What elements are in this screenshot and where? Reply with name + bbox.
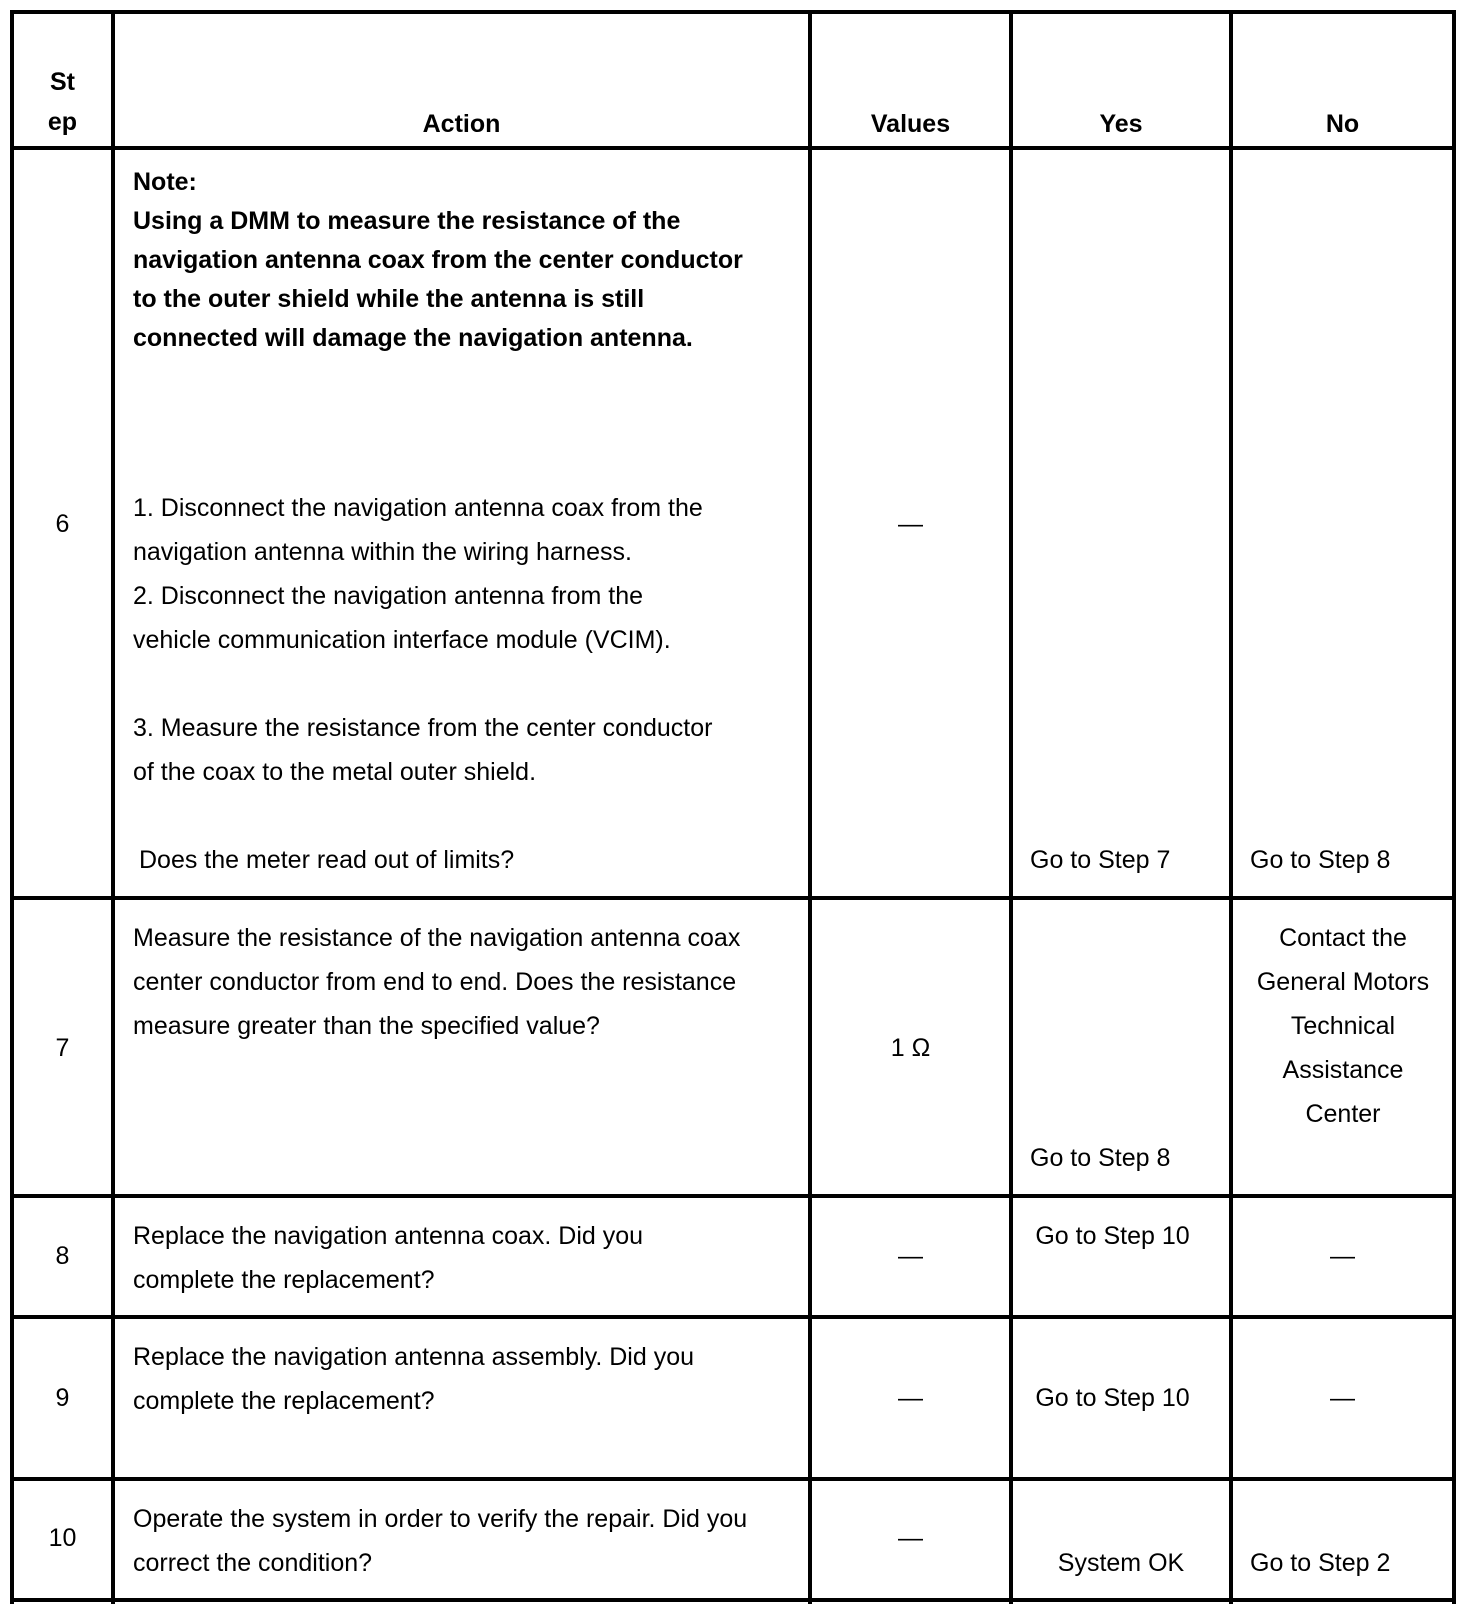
value-cell: — [898, 1524, 923, 1552]
step-number: 8 [55, 1242, 70, 1270]
action-text: Measure the resistance of the navigation antenna coax center conductor from end to end. Does the resistance measure greater than the specified value? [133, 924, 741, 1040]
no-cell: — [1330, 1242, 1355, 1270]
yes-cell: Go to Step 10 [1035, 1222, 1190, 1250]
value-cell: — [898, 1242, 923, 1270]
action-question: Does the meter read out of limits? [139, 846, 515, 874]
action-step-2: 2. Disconnect the navigation antenna from the vehicle communication interface module (VCIM). [133, 582, 671, 654]
action-text: Replace the navigation antenna assembly. Did you complete the replacement? [133, 1343, 694, 1415]
action-step-3: 3. Measure the resistance from the center conductor of the coax to the metal outer shield. [133, 714, 713, 786]
step-number: 7 [55, 1034, 70, 1062]
header-no: No [1325, 110, 1360, 138]
header-step: St ep [47, 68, 78, 136]
header-yes: Yes [1099, 110, 1143, 138]
action-text: Operate the system in order to verify the repair. Did you correct the condition? [133, 1505, 748, 1577]
step-number: 10 [48, 1524, 77, 1552]
header-action: Action [422, 110, 501, 138]
value-cell: 1 Ω [890, 1034, 931, 1062]
yes-cell: Go to Step 8 [1030, 1144, 1171, 1172]
yes-cell: Go to Step 7 [1030, 846, 1171, 874]
no-cell: Contact the General Motors Technical Assistance Center [1256, 924, 1430, 1128]
note-title: Note: [133, 168, 197, 196]
note-text: Using a DMM to measure the resistance of the navigation antenna coax from the center conductor to the outer shield while the antenna is still connected will damage the navigation antenna. [133, 207, 743, 352]
no-cell: Go to Step 2 [1250, 1549, 1391, 1577]
step-number: 9 [55, 1384, 70, 1412]
action-step-1: 1. Disconnect the navigation antenna coax from the navigation antenna within the wiring harness. [133, 494, 703, 566]
yes-cell: System OK [1057, 1549, 1185, 1577]
value-cell: — [898, 1384, 923, 1412]
no-cell: — [1330, 1384, 1355, 1412]
action-text: Replace the navigation antenna coax. Did you complete the replacement? [133, 1222, 644, 1294]
no-cell: Go to Step 8 [1250, 846, 1391, 874]
header-values: Values [870, 110, 951, 138]
value-cell: — [898, 510, 923, 538]
yes-cell: Go to Step 10 [1035, 1384, 1190, 1412]
step-number: 6 [55, 510, 70, 538]
